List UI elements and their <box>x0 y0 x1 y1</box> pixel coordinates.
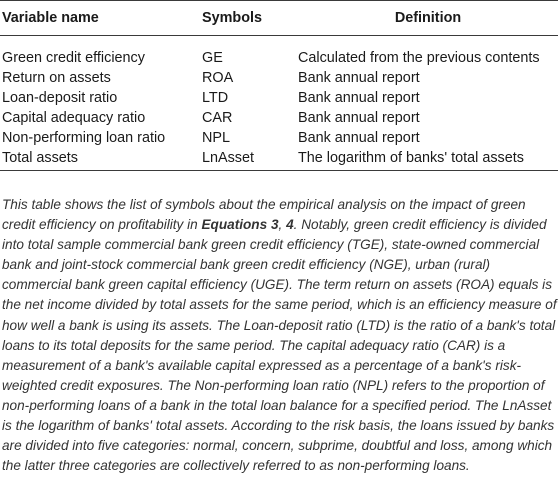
header-variable-name: Variable name <box>0 1 200 36</box>
cell-definition: Bank annual report <box>298 110 420 126</box>
cell-symbol: CAR <box>202 110 233 126</box>
footnote-text-end: . Notably, green credit efficiency is divided into total sample commercial bank green credit efficiency (TGE), state-owned commercial bank and joint-stock commercial bank green credit efficiency (NGE), urban (rural) commercial bank green capital efficiency (UGE). The term return on assets (ROA) equals is the net income divided by total assets for the same period, which is an efficiency measure of how well a bank is using its assets. The Loan-deposit ratio (LTD) is the ratio of a bank's total loans to its total deposits for the same period. The capital adequacy ratio (CAR) is a measurement of a bank's available capital expressed as a percentage of a bank's risk-weighted credit exposures. The Non-performing loan ratio (NPL) refers to the proportion of non-performing loans of a bank in the total loan balance for a specified period. The LnAsset is the logarithm of banks' total assets. According to the risk basis, the loans issued by banks are divided into five categories: normal, concern, subprime, doubtful and loss, among which the latter three categories are collectively referred to as non-performing loans. <box>2 217 557 474</box>
cell-variable-name: Green credit efficiency <box>2 50 145 66</box>
cell-definition: Bank annual report <box>298 90 420 106</box>
table-row <box>0 148 558 171</box>
table-row <box>0 36 558 69</box>
cell-symbol: ROA <box>202 70 234 86</box>
footnote-text-start: This table shows the list of symbols about the empirical analysis on the impact of green credit efficiency on profitability in <box>2 197 526 233</box>
table-row <box>0 88 558 108</box>
header-definition: Definition <box>296 1 558 36</box>
table-row <box>0 128 558 148</box>
table-header-row <box>0 1 558 36</box>
cell-definition: Bank annual report <box>298 130 420 146</box>
cell-variable-name: Non-performing loan ratio <box>2 130 166 146</box>
variable-table <box>0 0 558 171</box>
table-row <box>0 108 558 128</box>
cell-symbol: LnAsset <box>200 148 296 171</box>
table-row <box>0 68 558 88</box>
header-symbols: Symbols <box>200 1 296 36</box>
cell-variable-name: Loan-deposit ratio <box>2 90 118 106</box>
cell-definition: Calculated from the previous contents <box>298 50 540 66</box>
cell-variable-name: Capital adequacy ratio <box>2 110 146 126</box>
cell-variable-name: Return on assets <box>2 70 111 86</box>
cell-symbol: LTD <box>202 90 229 106</box>
equation-link[interactable]: Equations 3 <box>201 217 279 233</box>
variable-table-container <box>0 0 558 171</box>
cell-variable-name: Total assets <box>0 148 200 171</box>
cell-definition: The logarithm of banks' total assets <box>296 148 558 171</box>
footnote-separator: , <box>278 217 287 233</box>
cell-symbol: GE <box>202 50 223 66</box>
equation-link[interactable]: 4 <box>286 217 294 233</box>
cell-definition: Bank annual report <box>298 70 420 86</box>
cell-symbol: NPL <box>202 130 230 146</box>
table-footnote <box>2 195 558 476</box>
